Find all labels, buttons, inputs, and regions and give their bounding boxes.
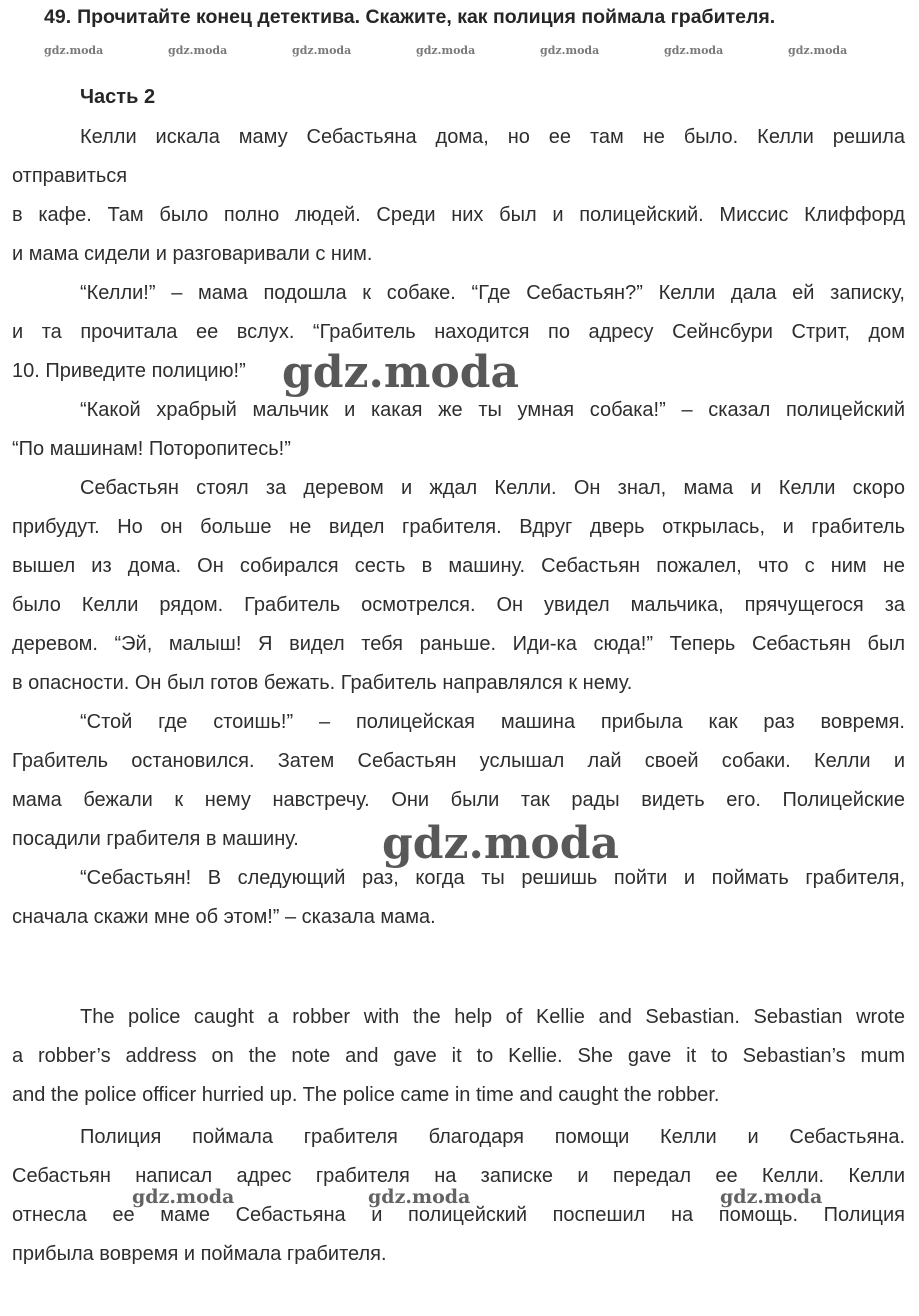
text-line: Келли искала маму Себастьяна дома, но ее там не было. Келли решила — [80, 126, 905, 148]
text-line: Грабитель остановился. Затем Себастьян услышал лай своей собаки. Келли и — [12, 750, 905, 772]
text-line: отнесла ее маме Себастьяна и полицейский поспешил на помощь. Полиция — [12, 1204, 905, 1226]
text-line: и мама сидели и разговаривали с ним. — [12, 243, 373, 265]
watermark-small: gdz.moda — [292, 44, 352, 57]
watermark-medium: gdz.moda — [720, 1186, 823, 1208]
text-line: прибыла вовремя и поймала грабителя. — [12, 1243, 387, 1265]
text-line: в опасности. Он был готов бежать. Грабитель направлялся к нему. — [12, 672, 633, 694]
text-line: and the police officer hurried up. The police came in time and caught the robber. — [12, 1084, 720, 1106]
story-paragraph — [12, 469, 905, 703]
story-text — [12, 118, 905, 937]
story-paragraph — [12, 859, 905, 937]
text-line: и та прочитала ее вслух. “Грабитель находится по адресу Сейнсбури Стрит, дом — [12, 321, 905, 343]
text-line: Себастьян написал адрес грабителя на записке и передал ее Келли. Келли — [12, 1165, 905, 1187]
watermark-large: gdz.moda — [282, 347, 520, 398]
part-title: Часть 2 — [80, 86, 156, 108]
watermark-large: gdz.moda — [382, 818, 620, 869]
watermark-small: gdz.moda — [664, 44, 724, 57]
exercise-instruction: Прочитайте конец детектива. Скажите, как полиция поймала грабителя. — [77, 6, 776, 28]
watermark-small: gdz.moda — [788, 44, 848, 57]
english-answer-paragraph — [12, 998, 905, 1115]
watermark-small: gdz.moda — [416, 44, 476, 57]
text-line: в кафе. Там было полно людей. Среди них был и полицейский. Миссис Клиффорд — [12, 204, 905, 226]
text-line: сначала скажи мне об этом!” – сказала мама. — [12, 906, 436, 928]
story-paragraph — [12, 118, 905, 196]
story-paragraph — [12, 391, 905, 469]
english-answer — [12, 998, 905, 1115]
text-line: мама бежали к нему навстречу. Они были так рады видеть его. Полицейские — [12, 789, 905, 811]
text-line: The police caught a robber with the help of Kellie and Sebastian. Sebastian wrote — [80, 1006, 905, 1028]
text-line: “Стой где стоишь!” – полицейская машина прибыла как раз вовремя. — [80, 711, 905, 733]
watermark-medium: gdz.moda — [132, 1186, 235, 1208]
text-line: “Себастьян! В следующий раз, когда ты решишь пойти и поймать грабителя, — [80, 867, 905, 889]
text-line: “Какой храбрый мальчик и какая же ты умная собака!” – сказал полицейский — [80, 399, 905, 421]
text-line: прибудут. Но он больше не видел грабителя. Вдруг дверь открылась, и грабитель — [12, 516, 905, 538]
text-line: отправиться — [12, 165, 128, 187]
text-line: было Келли рядом. Грабитель осмотрелся. Он увидел мальчика, прячущегося за — [12, 594, 905, 616]
watermark-small: gdz.moda — [540, 44, 600, 57]
text-line: посадили грабителя в машину. — [12, 828, 299, 850]
watermark-small: gdz.moda — [168, 44, 228, 57]
text-line: Полиция поймала грабителя благодаря помощи Келли и Себастьяна. — [80, 1126, 905, 1148]
exercise-heading — [44, 4, 914, 30]
watermark-medium: gdz.moda — [368, 1186, 471, 1208]
text-line: 10. Приведите полицию!” — [12, 360, 246, 382]
text-line: Себастьян стоял за деревом и ждал Келли. Он знал, мама и Келли скоро — [80, 477, 905, 499]
story-paragraph — [12, 196, 905, 274]
text-line: “Келли!” – мама подошла к собаке. “Где Себастьян?” Келли дала ей записку, — [80, 282, 905, 304]
text-line: деревом. “Эй, малыш! Я видел тебя раньше. Иди-ка сюда!” Теперь Себастьян был — [12, 633, 905, 655]
exercise-number: 49. — [44, 6, 72, 28]
text-line: вышел из дома. Он собирался сесть в машину. Себастьян пожалел, что с ним не — [12, 555, 905, 577]
text-line: a robber’s address on the note and gave it to Kellie. She gave it to Sebastian’s mum — [12, 1045, 905, 1067]
text-line: “По машинам! Поторопитесь!” — [12, 438, 291, 460]
watermark-small: gdz.moda — [44, 44, 104, 57]
